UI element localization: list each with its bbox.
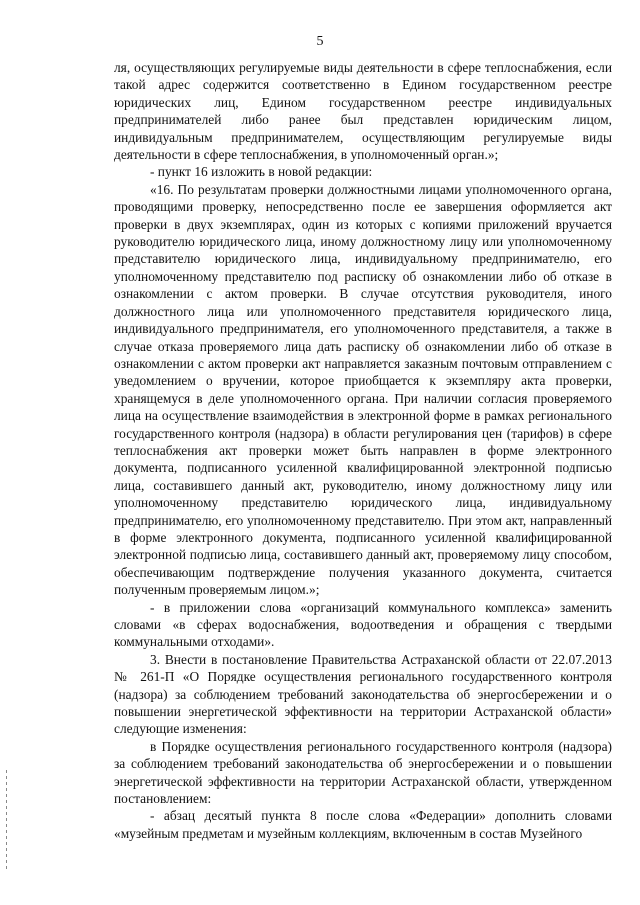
document-body	[114, 59, 612, 842]
paragraph-procedure: в Порядке осуществления регионального государственного контроля (надзора) за соблюдением требований законодательства об энергосбережении и о повышении энергетической эффективности на территории Астраханской области, утвержденном постановлением:	[114, 738, 612, 807]
scan-margin-line	[6, 770, 7, 870]
paragraph-appendix-change: - в приложении слова «организаций коммунального комплекса» заменить словами «в сферах водоснабжения, водоотведения и обращения с твердыми коммунальными отходами».	[114, 599, 612, 650]
paragraph-item-8-change: - абзац десятый пункта 8 после слова «Федерации» дополнить словами «музейным предметам и музейным коллекциям, включенным в состав Музейного	[114, 808, 612, 841]
paragraph-item-16-intro: - пункт 16 изложить в новой редакции:	[150, 164, 373, 180]
paragraph-section-3: 3. Внести в постановление Правительства Астраханской области от 22.07.2013 № 261-П «О Порядке осуществления регионального государственного контроля (надзора) за соблюдением требований законодательства об энергосбережении и о повышении энергетической эффективности на территории Астраханской области» следующие изменения:	[114, 651, 612, 737]
paragraph-item-16-text: «16. По результатам проверки должностными лицами уполномоченного органа, проводящими проверку, непосредственно после ее завершения оформляется акт проверки в двух экземплярах, один из которых с копиями приложений вручается руководителю юридического лица, иному должностному лицу или уполномоченному представителю юридического лица, индивидуальному предпринимателю, его уполномоченному представителю под расписку об ознакомлении либо об отказе в ознакомлении с актом проверки. В случае отсутствия руководителя, иного должностного лица или уполномоченного представителя юридического лица, индивидуального предпринимателя, его уполномоченного представителя, а также в случае отказа проверяемого лица дать расписку об ознакомлении либо об отказе в ознакомлении с актом проверки акт направляется заказным почтовым отправлением с уведомлением о вручении, которое приобщается к экземпляру акта проверки, хранящемуся в деле уполномоченного органа. При наличии согласия проверяемого лица на осуществление взаимодействия в электронной форме в рамках регионального государственного контроля (надзора) в области регулирования цен (тарифов) в сфере теплоснабжения акт проверки может быть направлен в форме электронного документа, подписанного усиленной квалифицированной электронной подписью лица, составившего данный акт, руководителю, иному должностному лицу или уполномоченному представителю юридического лица, индивидуальному предпринимателю, его уполномоченному представителю. При этом акт, направленный в форме электронного документа, подписанного усиленной квалифицированной электронной подписью лица, составившего данный акт, проверяемому лицу способом, обеспечивающим подтверждение получения указанного документа, считается полученным проверяемым лицом.»;	[114, 181, 612, 598]
paragraph-continuation: ля, осуществляющих регулируемые виды деятельности в сфере теплоснабжения, если такой адрес содержится соответственно в Едином государственном реестре юридических лиц, Едином государственном реестре индивидуальных предпринимателей либо ранее был представлен юридическим лицом, индивидуальным предпринимателем, осуществляющим регулируемые виды деятельности в сфере теплоснабжения, в уполномоченный орган.»;	[114, 60, 612, 163]
page-number: 5	[316, 34, 324, 49]
